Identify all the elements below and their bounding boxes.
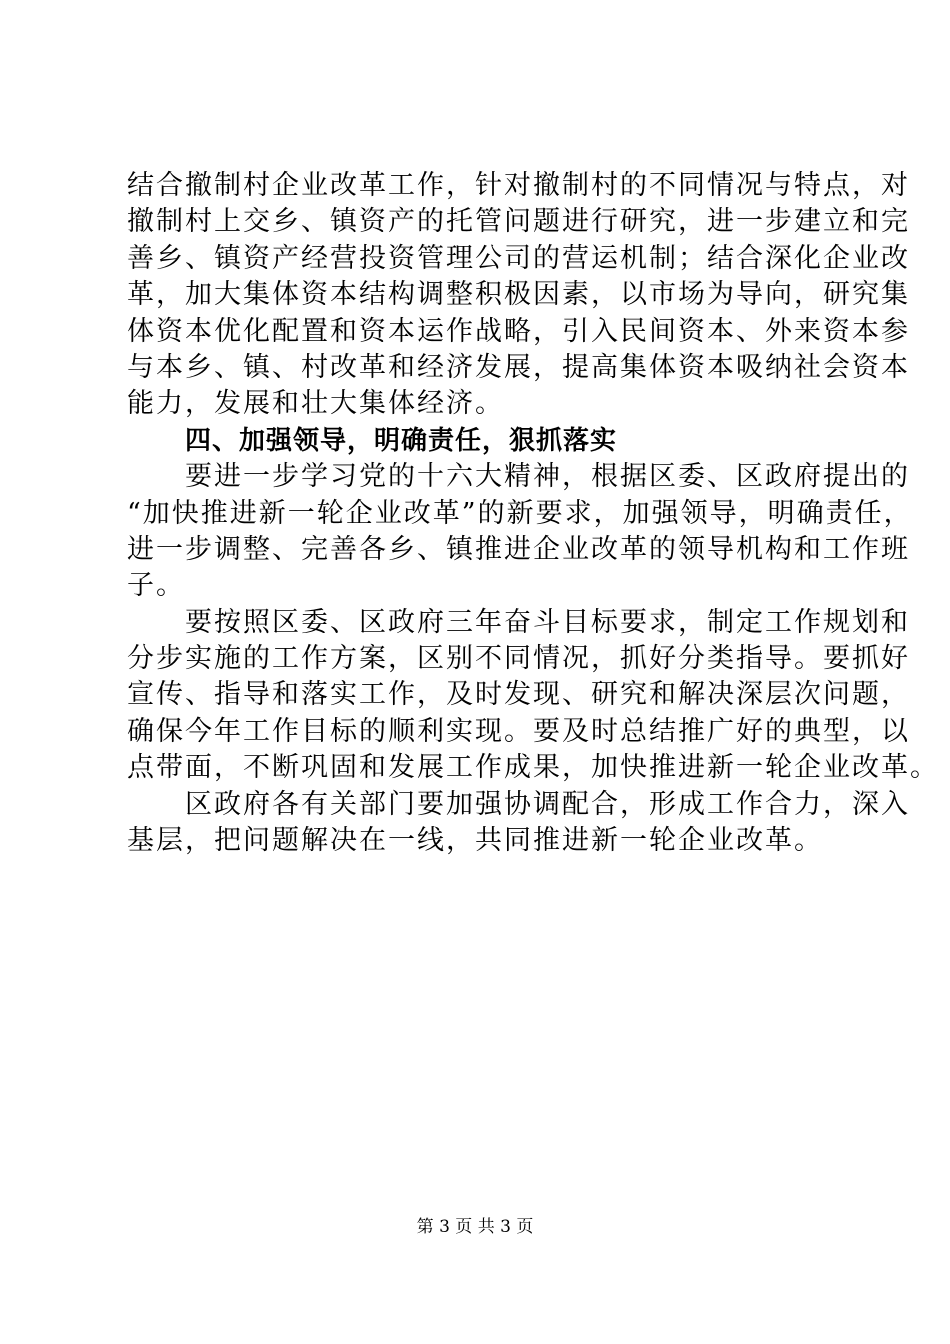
document-body [127,168,939,859]
text-line: 撤制村上交乡、镇资产的托管问题进行研究，进一步建立和完 [127,206,910,238]
text-line: 结合撤制村企业改革工作，针对撤制村的不同情况与特点，对 [127,170,910,201]
text-line: 能力，发展和壮大集体经济。 [127,388,504,420]
text-line: 区政府各有关部门要加强协调配合，形成工作合力，深入 [185,788,910,820]
section-heading: 四、加强领导，明确责任，狠抓落实 [185,425,618,456]
text-line: 基层，把问题解决在一线，共同推进新一轮企业改革。 [127,825,823,857]
text-line: “加快推进新一轮企业改革”的新要求，加强领导，明确责任， [127,497,913,529]
text-line: 与本乡、镇、村改革和经济发展，提高集体资本吸纳社会资本 [127,351,910,383]
text-line: 革，加大集体资本结构调整积极因素，以市场为导向，研究集 [127,279,910,311]
text-line: 要进一步学习党的十六大精神，根据区委、区政府提出的 [185,461,910,493]
page-footer: 第 3 页 共 3 页 [416,1217,534,1237]
text-line: 要按照区委、区政府三年奋斗目标要求，制定工作规划和 [185,606,910,638]
text-line: 体资本优化配置和资本运作战略，引入民间资本、外来资本参 [127,315,910,347]
text-line: 分步实施的工作方案，区别不同情况，抓好分类指导。要抓好 [127,643,910,675]
text-line: 宣传、指导和落实工作，及时发现、研究和解决深层次问题， [127,679,910,711]
text-line: 点带面，不断巩固和发展工作成果，加快推进新一轮企业改革。 [127,752,939,784]
text-line: 确保今年工作目标的顺利实现。要及时总结推广好的典型，以 [127,715,910,747]
text-line: 子。 [127,570,185,602]
text-line: 进一步调整、完善各乡、镇推进企业改革的领导机构和工作班 [127,533,910,565]
text-line: 善乡、镇资产经营投资管理公司的营运机制；结合深化企业改 [127,242,910,274]
